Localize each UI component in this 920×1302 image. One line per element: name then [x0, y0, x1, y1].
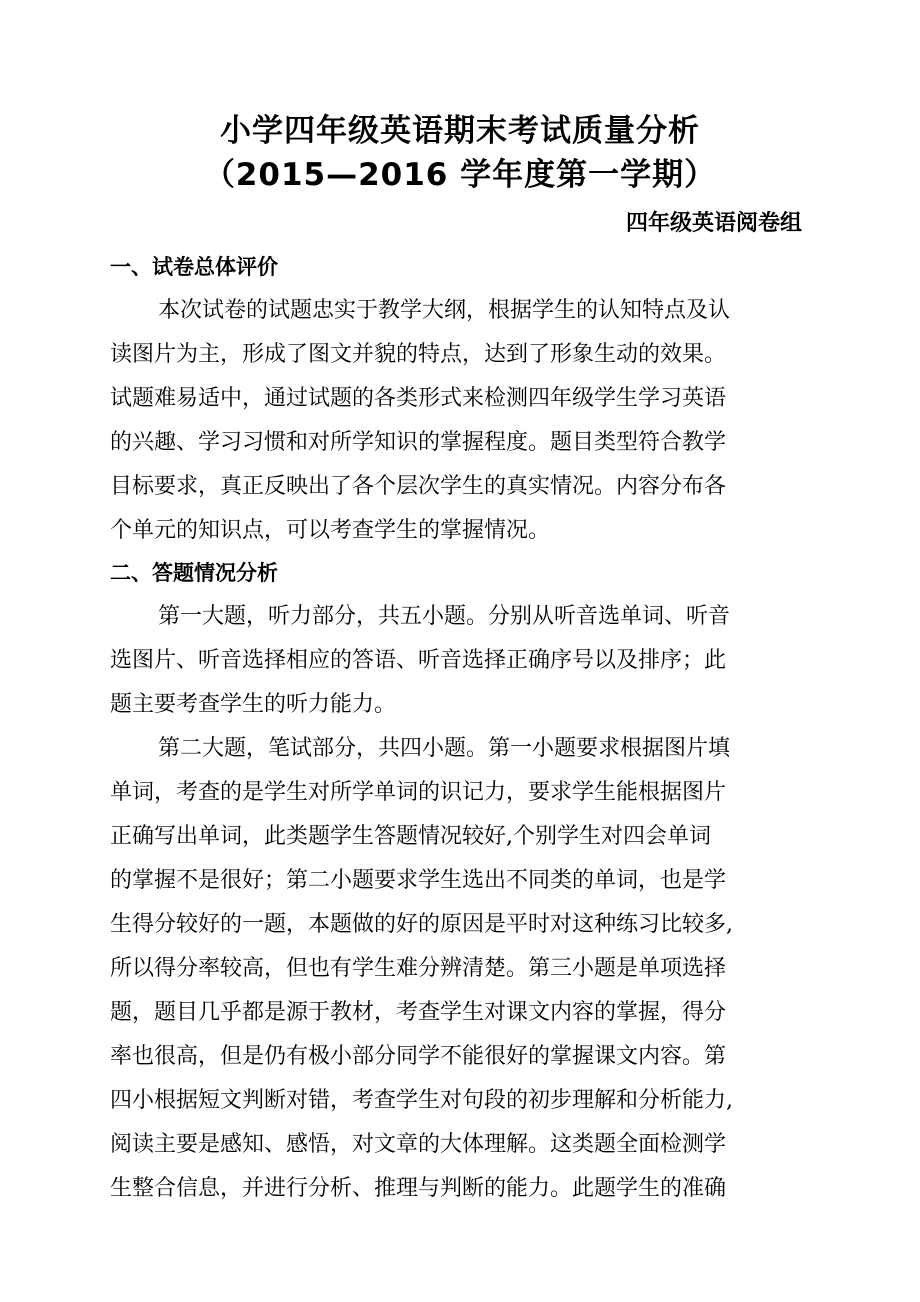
- paragraph-line: 题，题目几乎都是源于教材，考查学生对课文内容的掌握，得分: [110, 1000, 727, 1025]
- paragraph-line: 选图片、听音选择相应的答语、听音选择正确序号以及排序；此: [110, 648, 727, 673]
- paragraph-line: 第二大题，笔试部分，共四小题。第一小题要求根据图片填: [158, 736, 731, 761]
- document-subtitle: （2015—2016 学年度第一学期）: [203, 157, 717, 193]
- paragraph-line: 第一大题，听力部分，共五小题。分别从听音选单词、听音: [158, 604, 731, 629]
- paragraph-line: 正确写出单词，此类题学生答题情况较好,个别学生对四会单词: [110, 824, 711, 849]
- paragraph-line: 试题难易适中，通过试题的各类形式来检测四年级学生学习英语: [110, 386, 727, 411]
- paragraph-line: 目标要求，真正反映出了各个层次学生的真实情况。内容分布各: [110, 474, 727, 499]
- paragraph-line: 本次试卷的试题忠实于教学大纲，根据学生的认知特点及认: [158, 298, 731, 323]
- paragraph-line: 率也很高，但是仍有极小部分同学不能很好的掌握课文内容。第: [110, 1044, 727, 1069]
- paragraph-line: 所以得分率较高，但也有学生难分辨清楚。第三小题是单项选择: [110, 956, 727, 981]
- paragraph-line: 读图片为主，形成了图文并貌的特点，达到了形象生动的效果。: [110, 342, 727, 367]
- paragraph-line: 生得分较好的一题，本题做的好的原因是平时对这种练习比较多,: [110, 912, 733, 937]
- paragraph-line: 生整合信息，并进行分析、推理与判断的能力。此题学生的准确: [110, 1176, 727, 1201]
- author-line: 四年级英语阅卷组: [625, 211, 802, 236]
- document-title: 小学四年级英语期末考试质量分析: [220, 113, 700, 149]
- paragraph-line: 阅读主要是感知、感悟，对文章的大体理解。这类题全面检测学: [110, 1132, 727, 1157]
- paragraph-line: 的掌握不是很好；第二小题要求学生选出不同类的单词，也是学: [110, 868, 727, 893]
- paragraph-line: 题主要考查学生的听力能力。: [110, 692, 397, 717]
- paragraph-line: 单词，考查的是学生对所学单词的识记力，要求学生能根据图片: [110, 780, 727, 805]
- section-heading-1: 一、试卷总体评价: [110, 255, 278, 279]
- paragraph-line: 个单元的知识点，可以考查学生的掌握情况。: [110, 518, 551, 543]
- paragraph-line: 四小根据短文判断对错，考查学生对句段的初步理解和分析能力,: [110, 1088, 733, 1113]
- paragraph-line: 的兴趣、学习习惯和对所学知识的掌握程度。题目类型符合教学: [110, 430, 727, 455]
- section-heading-2: 二、答题情况分析: [110, 561, 278, 585]
